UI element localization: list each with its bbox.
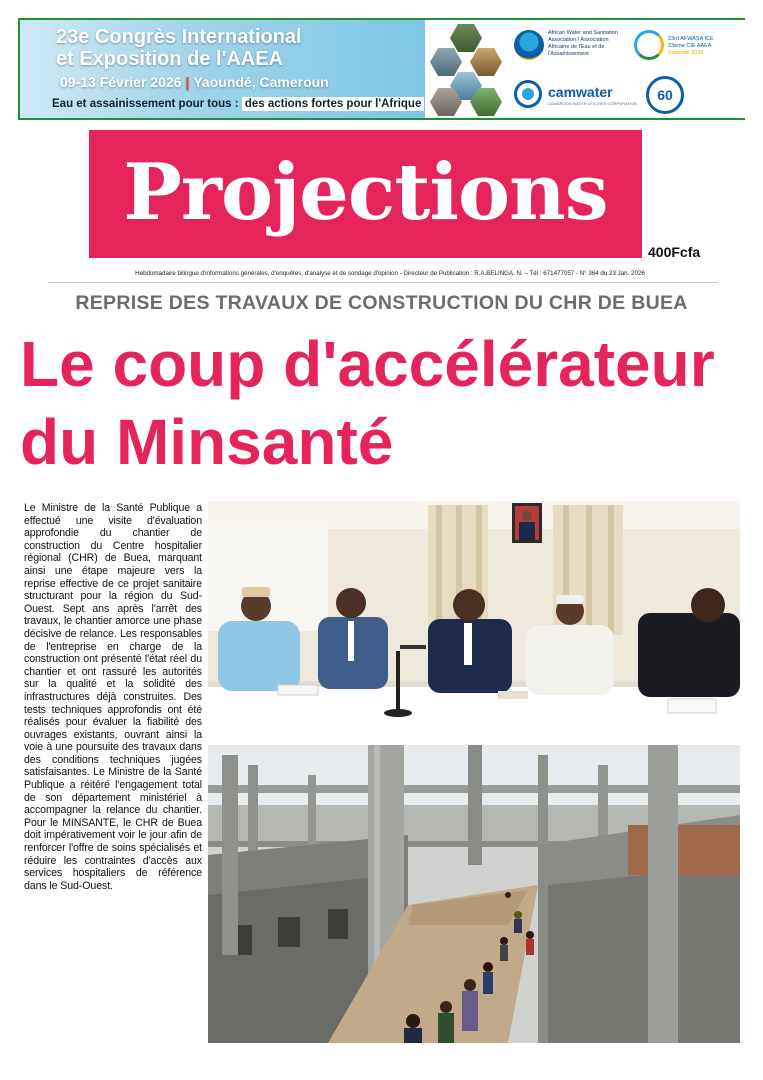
hex-photo-1 <box>450 24 482 52</box>
congress-date: 09-13 Février 2026 <box>60 74 182 90</box>
afwasa-line-2: 23ème CIE AAEA <box>668 43 712 49</box>
newspaper-title: Projections <box>123 147 608 238</box>
newspaper-masthead <box>89 130 642 258</box>
partner-logos <box>506 20 745 118</box>
afwasa-logo-text <box>668 36 744 57</box>
congress-city: Yaoundé, Cameroun <box>193 74 329 90</box>
aawsa-logo <box>514 26 624 70</box>
imprint-line: Hebdomadaire bilingue d'informations générales, d'enquêtes, d'analyse et de sondage d'opinion - Directeur de Publication : R.A.BELINGA. N. – Tél : 671477057 - N° 364 du 23 Jan. 2026 <box>135 270 645 277</box>
congress-banner <box>18 18 745 120</box>
afwasa-logo <box>634 26 744 70</box>
construction-site-illustration <box>208 745 740 1043</box>
congress-banner-text-area <box>20 20 425 118</box>
hex-photo-2 <box>430 48 462 76</box>
meeting-photo <box>208 501 740 741</box>
congress-title <box>56 26 416 70</box>
aawsa-logo-text: African Water and Sanitation Association / Association Africaine de l'Eau et de l'Assainissement <box>548 30 618 57</box>
construction-site-photo <box>208 745 740 1043</box>
congress-tagline <box>52 98 424 110</box>
meeting-photo-illustration <box>208 501 740 741</box>
article-body: Le Ministre de la Santé Publique a effectué une visite d'évaluation approfondie du chantier de construction du Centre hospitalier régional (CHR) de Buea, marquant ainsi une étape majeure vers la reprise effective de ce projet sanitaire structurant pour la région du Sud-Ouest. Sept ans après l'arrêt des travaux, le chantier amorce une phase décisive de relance. Les responsables de l'entreprise en charge de la construction ont présenté l'état réel du chantier et ont rassuré les autorités sur la qualité et la solidité des infrastructures déjà construites. Des tests techniques approfondis ont été réalisés pour évaluer la fiabilité des ouvrages existants, ouvrant ainsi la voie à une poursuite des travaux dans des conditions techniques jugées satisfaisantes. Le Ministre de la Santé Publique a réitéré l'engagement total de son département ministériel à accompagner la relance du chantier. Pour le MINSANTE, le CHR de Buea doit impérativement voir le jour afin de renforcer l'offre de soins spécialisés et réduire les contraintes d'accès aux services hospitaliers de référence dans le Sud-Ouest. <box>24 502 202 892</box>
afwasa-line-3: Yaoundé 2026 <box>668 50 704 56</box>
congress-tagline-head: Eau et assainissement pour tous : <box>52 98 239 110</box>
anniversary-60-logo: 60 <box>646 76 684 114</box>
afwasa-ring-icon <box>634 30 664 60</box>
issue-price: 400Fcfa <box>648 244 701 260</box>
headline-line-2: du Minsanté <box>20 406 394 478</box>
article-headline <box>20 325 760 481</box>
congress-separator: | <box>185 74 190 90</box>
congress-tagline-tail: des actions fortes pour l'Afrique <box>242 97 425 111</box>
afwasa-line-1: 23rd AFWASA ICE <box>668 36 714 42</box>
congress-title-line-1: 23e Congrès International <box>56 26 302 48</box>
camwater-drop-icon <box>514 80 542 108</box>
camwater-subtitle: CAMEROON WATER UTILITIES CORPORATION <box>548 101 638 106</box>
headline-line-1: Le coup d'accélérateur <box>20 328 715 400</box>
masthead-divider <box>48 282 718 283</box>
hex-photo-3 <box>470 48 502 76</box>
aawsa-drop-icon <box>514 30 544 60</box>
congress-title-line-2: et Exposition de l'AAEA <box>56 48 284 70</box>
camwater-logo <box>514 78 638 112</box>
congress-photo-hexagons <box>428 22 506 116</box>
article-kicker: REPRISE DES TRAVAUX DE CONSTRUCTION DU CHR DE BUEA <box>75 292 688 314</box>
congress-date-location <box>60 74 329 90</box>
camwater-name: camwater <box>548 84 613 100</box>
